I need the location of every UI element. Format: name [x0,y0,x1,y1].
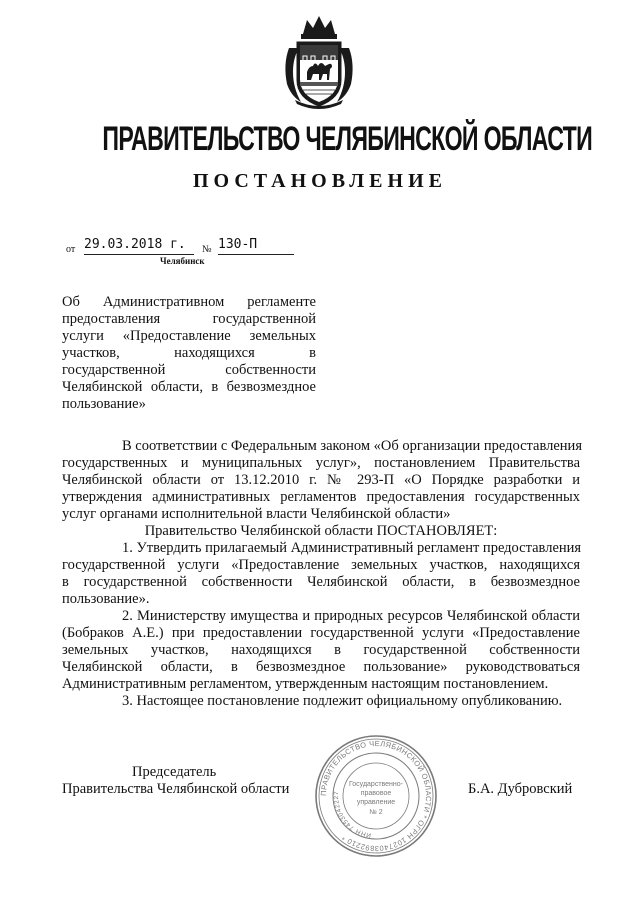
item2-line: 2. Министерству имущества и природных ресурсов Челябинской области [122,608,580,624]
item2-line: Челябинской области, в безвозмездное пользование» руководствоваться [62,659,580,675]
subject-line: пользование» [62,396,146,412]
resolves-line: Правительство Челябинской области ПОСТАНОВЛЯЕТ: [144,523,498,539]
item2-line: (Бобраков А.Е.) при предоставлении государственной услуги «Предоставление [62,625,580,641]
document-subject [62,294,316,413]
date-prefix: от [66,244,76,255]
city-label: Челябинск [160,256,205,266]
item1-line: государственной услуги «Предоставление земельных участков, находящихся [62,557,580,573]
signatory-post-line2: Правительства Челябинской области [62,781,290,797]
preamble-line: Челябинской области от 13.12.2010 г. № 293-П «О Порядке разработки и [62,472,580,488]
subject-line: Челябинской области, в безвозмездное [62,379,316,395]
preamble-line: государственных и муниципальных услуг», постановлением Правительства [62,455,580,471]
signatory-name: Б.А. Дубровский [468,781,573,797]
subject-line: предоставления государственной [62,311,316,327]
organization-title: ПРАВИТЕЛЬСТВО ЧЕЛЯБИНСКОЙ ОБЛАСТИ [102,120,593,158]
svg-text:ИНН 7453042227 [333,791,372,839]
chelyabinsk-coat-of-arms-emblem [281,14,357,110]
item1-line: 1. Утвердить прилагаемый Административный регламент предоставления [122,540,582,556]
signatory-post-line1: Председатель [132,764,217,780]
seal-inner-line: правовое [360,790,392,797]
item1-line: в государственной собственности Челябинской области, в безвозмездное [62,574,580,590]
subject-line: государственной собственности [62,362,316,378]
preamble-line: утверждения административных регламентов предоставления государственных [62,489,580,505]
preamble-line: услуг органами исполнительной власти Челябинской области» [62,506,451,522]
seal-inn-text: ИНН 7453042227 [333,790,372,839]
seal-inner-line: № 2 [369,809,383,816]
preamble-line: В соответствии с Федеральным законом «Об организации предоставления [122,438,582,454]
seal-inner-line: управление [356,799,396,806]
seal-outer-text: ПРАВИТЕЛЬСТВО ЧЕЛЯБИНСКОЙ ОБЛАСТИ * ОГРН 1027403892210 * [318,738,434,854]
document-body [62,438,580,710]
item2-line: земельных участков, находящихся в государственной собственности [62,642,580,658]
item2-line: Административным регламентом, утвержденным настоящим постановлением. [62,676,549,692]
subject-line: участков, находящихся в [62,345,316,361]
subject-line: услуги «Предоставление земельных [62,328,316,344]
item3-line: 3. Настоящее постановление подлежит официальному опубликованию. [122,693,563,709]
subject-line: Об Административном регламенте [62,294,316,310]
document-type: ПОСТАНОВЛЕНИЕ [193,170,447,192]
number-prefix: № [202,244,212,255]
seal-inner-line: Государственно- [348,781,404,788]
document-number: 130-П [218,236,294,255]
item1-line: пользование». [62,591,150,607]
document-date: 29.03.2018 г. [84,236,194,255]
official-seal-stamp [314,734,438,858]
